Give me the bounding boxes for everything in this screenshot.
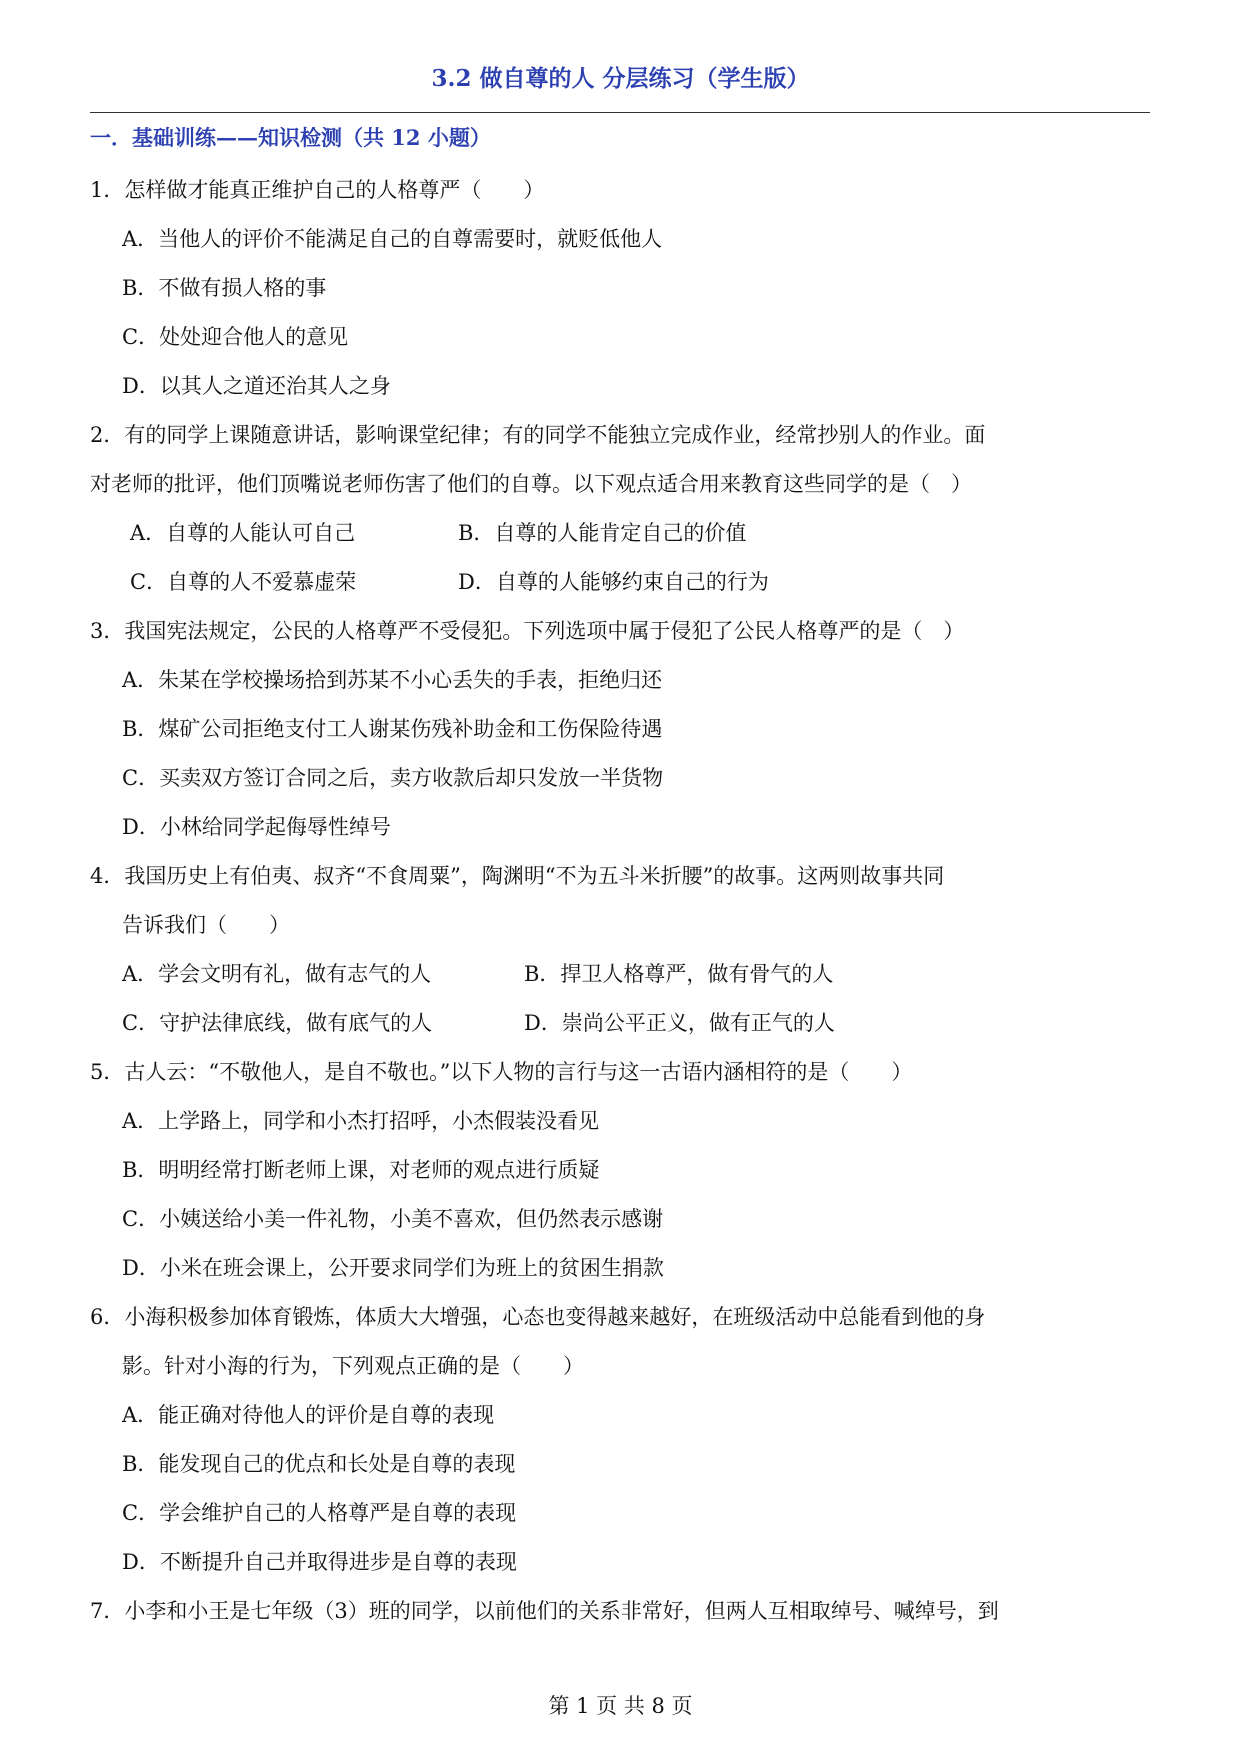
- option-b: B．自尊的人能肯定自己的价值: [458, 521, 747, 545]
- option-b: B．能发现自己的优点和长处是自尊的表现: [122, 1452, 516, 1476]
- option-b: B．煤矿公司拒绝支付工人谢某伤残补助金和工伤保险待遇: [122, 717, 663, 741]
- option-d: D．小林给同学起侮辱性绰号: [122, 815, 391, 839]
- option-b: B．明明经常打断老师上课，对老师的观点进行质疑: [122, 1158, 600, 1182]
- option-c: C．自尊的人不爱慕虚荣: [130, 570, 357, 594]
- option-c: C．小姨送给小美一件礼物，小美不喜欢，但仍然表示感谢: [122, 1207, 664, 1231]
- option-c: C．买卖双方签订合同之后，卖方收款后却只发放一半货物: [122, 766, 664, 790]
- title-divider: [90, 112, 1150, 113]
- section-heading: 一．基础训练——知识检测（共 12 小题）: [90, 125, 491, 150]
- question-stem: 1．怎样做才能真正维护自己的人格尊严（ ）: [90, 178, 545, 202]
- option-a: A．自尊的人能认可自己: [130, 521, 356, 545]
- option-d: D．不断提升自己并取得进步是自尊的表现: [122, 1550, 517, 1574]
- option-c: C．守护法律底线，做有底气的人: [122, 1011, 433, 1035]
- question-stem: 4．我国历史上有伯夷、叔齐“不食周粟”，陶渊明“不为五斗米折腰”的故事。这两则故事共同: [90, 864, 945, 888]
- option-a: A．上学路上，同学和小杰打招呼，小杰假装没看见: [122, 1109, 600, 1133]
- question-stem-continued: 对老师的批评，他们顶嘴说老师伤害了他们的自尊。以下观点适合用来教育这些同学的是（ ）: [90, 472, 972, 496]
- option-d: D．以其人之道还治其人之身: [122, 374, 391, 398]
- page-footer: 第 1 页 共 8 页: [548, 1694, 693, 1718]
- option-row: [90, 999, 1152, 1048]
- option-d: D．小米在班会课上，公开要求同学们为班上的贫困生捐款: [122, 1256, 664, 1280]
- question-stem: 6．小海积极参加体育锻炼，体质大大增强，心态也变得越来越好，在班级活动中总能看到他的身: [90, 1305, 986, 1329]
- option-d: D．崇尚公平正义，做有正气的人: [524, 1011, 835, 1035]
- option-c: C．处处迎合他人的意见: [122, 325, 349, 349]
- option-b: B．不做有损人格的事: [122, 276, 327, 300]
- page-title: 3.2 做自尊的人 分层练习（学生版）: [431, 65, 810, 92]
- question-stem: 2．有的同学上课随意讲话，影响课堂纪律；有的同学不能独立完成作业，经常抄别人的作业。面: [90, 423, 986, 447]
- option-a: A．能正确对待他人的评价是自尊的表现: [122, 1403, 495, 1427]
- option-c: C．学会维护自己的人格尊严是自尊的表现: [122, 1501, 517, 1525]
- option-d: D．自尊的人能够约束自己的行为: [458, 570, 769, 594]
- option-a: A．当他人的评价不能满足自己的自尊需要时，就贬低他人: [122, 227, 663, 251]
- question-stem-continued: 告诉我们（ ）: [122, 913, 290, 937]
- question-stem: 3．我国宪法规定，公民的人格尊严不受侵犯。下列选项中属于侵犯了公民人格尊严的是（ ）: [90, 619, 965, 643]
- option-row: [90, 558, 1152, 607]
- question-list: [90, 166, 1152, 1636]
- question-stem-continued: 影。针对小海的行为，下列观点正确的是（ ）: [122, 1354, 584, 1378]
- option-row: [90, 950, 1152, 999]
- option-a: A．学会文明有礼，做有志气的人: [122, 962, 432, 986]
- option-row: [90, 509, 1152, 558]
- option-b: B．捍卫人格尊严，做有骨气的人: [524, 962, 834, 986]
- question-stem: 5．古人云：“不敬他人，是自不敬也。”以下人物的言行与这一古语内涵相符的是（ ）: [90, 1060, 913, 1084]
- option-a: A．朱某在学校操场拾到苏某不小心丢失的手表，拒绝归还: [122, 668, 663, 692]
- question-stem: 7．小李和小王是七年级（3）班的同学，以前他们的关系非常好，但两人互相取绰号、喊绰号，到: [90, 1599, 999, 1623]
